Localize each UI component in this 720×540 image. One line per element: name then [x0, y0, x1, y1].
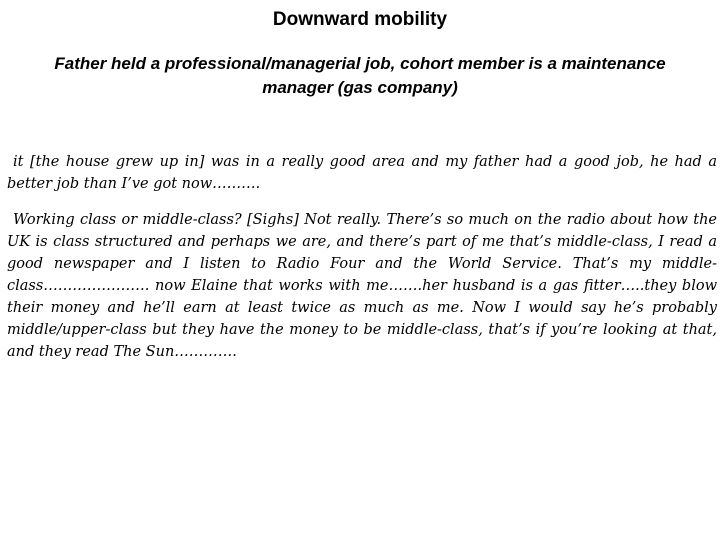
- interview-quote-2: Working class or middle-class? [Sighs] Not really. There’s so much on the radio about how the UK is class structured and perhaps we are, and there’s part of me that’s middle-class, I read a good newspaper and I listen to Radio Four and the World Service. That’s my middle-class…………………. now Elaine that works with me…….her husband is a gas fitter…..they blow their money and he’ll earn at least twice as much as me. Now I would say he’s probably middle/upper-class but they have the money to be middle-class, that’s if you’re looking at that, and they read The Sun………….: [7, 212, 717, 360]
- slide-title: Downward mobility: [272, 9, 448, 30]
- interview-quote-1: it [the house grew up in] was in a really good area and my father had a good job, he had a better job than I’ve got now……….: [7, 154, 717, 192]
- slide-subtitle: Father held a professional/managerial job, cohort member is a maintenance manager (gas company): [54, 54, 666, 97]
